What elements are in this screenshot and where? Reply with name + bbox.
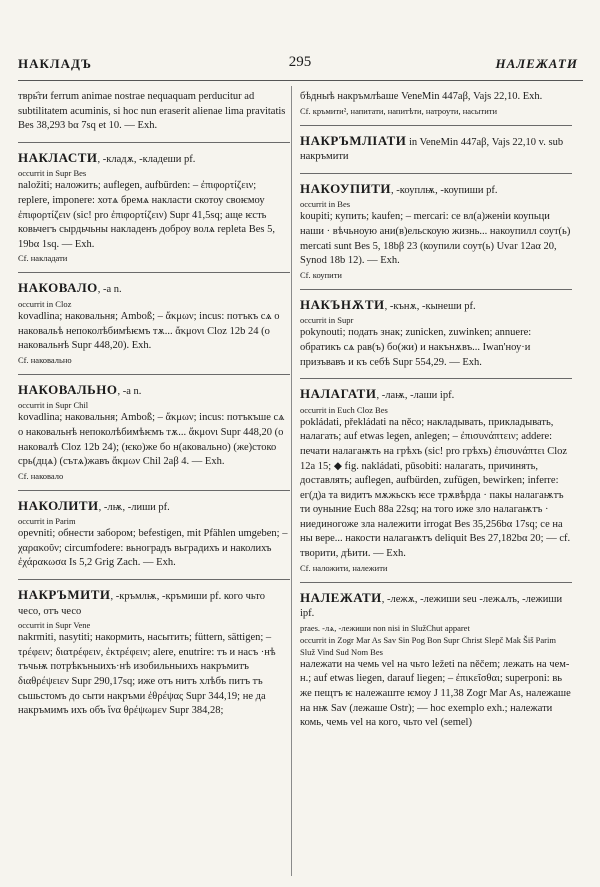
header-rule [18,80,583,81]
entry-nakrumiti [18,588,290,719]
headword: НАЛЕЖАТИ [300,589,382,605]
entry-nakoliti [18,499,290,571]
entry-separator [18,490,290,491]
entry-nakrumliati [300,134,572,165]
entry-body: nakrmiti, nasytiti; накормить, насытить; füttern, sättigen; – τρέφειν; διατρέφειν, ἐκτρέφειν; alere, enutrire: тъ и насъ ·нѣ тъчьѭ потрѣкъныихъ·нѣ изобильныихъ накръмитъ διαθρέψειεν Supr 290,17sq; иже отъ нитъ хлѣбъ питъ тъ сьшьстомъ до сыти накръми ἐθρέψας Supr 344,19; не да накръмимъ ихъ объ ἵνα θρέψωμεν Supr 384,28; [18,632,276,717]
entry-nakovalno [18,383,290,482]
headword: НАКОВАЛЬНО [18,381,118,397]
occurrence-note: occurrit in Cloz [18,298,72,309]
entry-forms: , -кънѫ, -кынеши pf. [384,300,476,312]
entry-body: pokládati, překládati na něco; накладывать, прикладывать, налагать; auf etwas legen, anlegen; – ἐπισυνάπτειν; addere: печати налагаѭть на грѣхъ (sic! pro грѣхъ) ἐπισυνάπτει Cloz 12a 15; ◆ fig. nakládati, pūsobiti: налагать, причинять, доставлять; auflegen, aufbürden, zufügen, bewirken; inferre: ег(д)а та видитъ мѫжьскъ ѥсе трѫвѣрда · пакы налагаѭтъ ти оуныние Euch 88a 22sq; на того иже зло налагаѭтъ · ниединогоже зла належити irrogat Bes 35,256bα 17sq; се на ны вере... накости налагаѭтъ deliquit Bes 27,182bα 20; — cf. творити, дѣити. — Exh. [300,416,571,560]
entry-nalagati [300,387,572,574]
entry-forms: , -лежѫ, -лежиши seu -лежѧлъ, -лежиши ipf. [300,593,563,620]
entry-body: kovadlina; наковальня; Amboß; – ἄκμων; incus: потъкъше сѧ о наковальнѣ непоколѣбимѣѥмъ тѫ... ἄκμονι Supr 448,20 (о наковалѣ Cloz 12b 24); (ѥко)же бо н(аковально) (же)стоко срь(дцѧ) (сътѧ)жавъ ἄκμων Chil 2aβ 4. — Exh. [18,412,285,468]
page-header [0,56,600,78]
entry-nakoupiti [300,182,572,281]
entry-naklasti [18,151,290,265]
headword: НАЛАГАТИ [300,386,377,402]
cross-reference: Cf. наковально [18,354,72,365]
entry-body: opevniti; обнести забором; befestigen, mit Pfählen umgeben; – χαρακοῦν; circumfodere: вьноградъ вьградихъ и наколихъ ἐχάρακωσα Is 5,2 Grig Zach. — Exh. [18,528,288,569]
column-rule [291,86,292,876]
headword: НАКОВАЛО [18,280,98,296]
headword: НАКРЪМЛІАТИ [300,132,407,148]
headword: НАКЛАСТИ [18,149,98,165]
entry-separator [300,289,572,290]
cross-reference: Cf. кръмити², напитати, напитѣти, натроути, насытити [300,105,498,116]
headword: НАКОУПИТИ [300,180,392,196]
entry-separator [18,579,290,580]
cross-reference: Cf. коупити [300,269,342,280]
entry-nalezhati [300,591,572,731]
running-head-right: НАЛЕЖАТИ [495,56,578,71]
headword: НАКОЛИТИ [18,497,99,513]
entry-separator [300,378,572,379]
entry-forms: , -кръмлѭ, -кръмиши pf. кого чьто чесо, отъ чесо [18,591,265,617]
occurrence-note: occurrit in Supr [300,315,354,326]
entry-separator [300,582,572,583]
right-intro-text: бѣдныѣ накръмлѣаше VeneMin 447aβ, Vajs 22,10. Exh. [300,91,543,102]
left-intro-text: тврь҄ти ferrum animae nostrae nequaquam perducitur ad subtilitatem acuminis, si hoc nun eraserit alienae lima pravitatis Bes 38,293 bα 7sq et 10. — Exh. [18,91,286,132]
entry-nakovalo [18,281,290,365]
occurrence-note: occurrit in Zogr Mar As Sav Sin Pog Bon Supr Christ Slepč Mak Šiš Parim Služ Vind Sud Nom Bes [300,634,556,657]
occurrence-note: occurrit in Euch Cloz Bes [300,404,388,415]
entry-separator [300,173,572,174]
cross-reference: Cf. наложити, належити [300,562,388,573]
entry-separator [18,374,290,375]
occurrence-note: occurrit in Bes [300,199,351,210]
entry-forms: , -а n. [97,284,122,296]
entry-separator [18,272,290,273]
occurrence-note: praes. -лѧ, -лежиши non nisi in SlužChut apparet [300,622,470,633]
entry-body: kovadlina; наковальня; Amboß; – ἄκμων; incus: потъкъ сѧ о наковальѣ непоколѣбимѣѥмъ тѫ... ἄκμονι Cloz 12b 24 (о наковальнѣ Supr 448,20). Exh. [18,310,280,352]
entry-nakynuti [300,298,572,370]
entry-forms: , -кладѫ, -кладеши pf. [97,153,196,165]
left-column [18,90,290,719]
page-number: 295 [288,54,312,70]
entry-body: належати на чемь vel на чьто ležeti na něčem; лежать на чем-н.; auf etwas liegen, darauf liegen; – ἐπικεῖσθαι; superponi: вь же пещтъ ѥ належаште ѥмоу J 11,38 Zogr Mar As, належаше на нѭ Sav (лежаше Ostr); — hoc exemplo exh.; належати комь, чемь vel на кого, чьто vel (semel) [300,658,571,729]
entry-forms: , -коуплѭ, -коупиши pf. [391,184,498,196]
occurrence-note: occurrit in Supr Vene [18,620,91,631]
entry-forms: , -лѭ, -лиши pf. [98,501,170,513]
headword: НАКРЪМИТИ [18,587,111,603]
right-column [300,90,572,731]
entry-forms: , -а n. [117,385,142,397]
cross-reference: Cf. наковало [18,470,64,481]
occurrence-note: occurrit in Parim [18,516,76,527]
entry-forms: in VeneMin 447aβ, Vajs 22,10 v. sub накръмити [300,136,564,163]
entry-body: koupiti; купить; kaufen; – mercari: се вл(а)женіи коупьци наши · вѣчьноую ани(в)ельскоую жизнь... накоупилл соут(ь) mercati sunt Bes 5, 18bβ 23 (коупили соут(ь) Uvar 12aα 20, Synod 18b 12). — Exh. [300,211,571,267]
occurrence-note: occurrit in Supr Bes [18,168,87,179]
entry-body: pokynouti; подать знак; zunicken, zuwinken; annuere: обратикъ сѧ рав(ъ) бо(жи) и накънѫвъ... Iwan'ноу·и призъвавъ и къ себѣ Supr 554,29. — Exh. [300,327,532,368]
cross-reference: Cf. накладати [18,253,68,264]
entry-separator [300,125,572,126]
occurrence-note: occurrit in Supr Chil [18,400,89,411]
entry-separator [18,142,290,143]
running-head-left: НАКЛАДЪ [18,56,92,71]
entry-body: naložiti; наложить; auflegen, aufbürden: – ἐπιφορτίζειν; replere, imponere: хотѧ бремѧ накласти скотоу своѥмоу ἐπιφορτίζειν (sic! pro ἐπιφορτίζειν) Supr 41,5sq; аще ѥсть ковьчегъ сырдьчьны накладенъ доброу волѧ repleta Bes 5, 19bα 1sq. — Exh. [18,180,275,250]
entry-forms: , -лаѭ, -лаши ipf. [376,390,455,402]
headword: НАКЪНѪТИ [300,296,385,312]
